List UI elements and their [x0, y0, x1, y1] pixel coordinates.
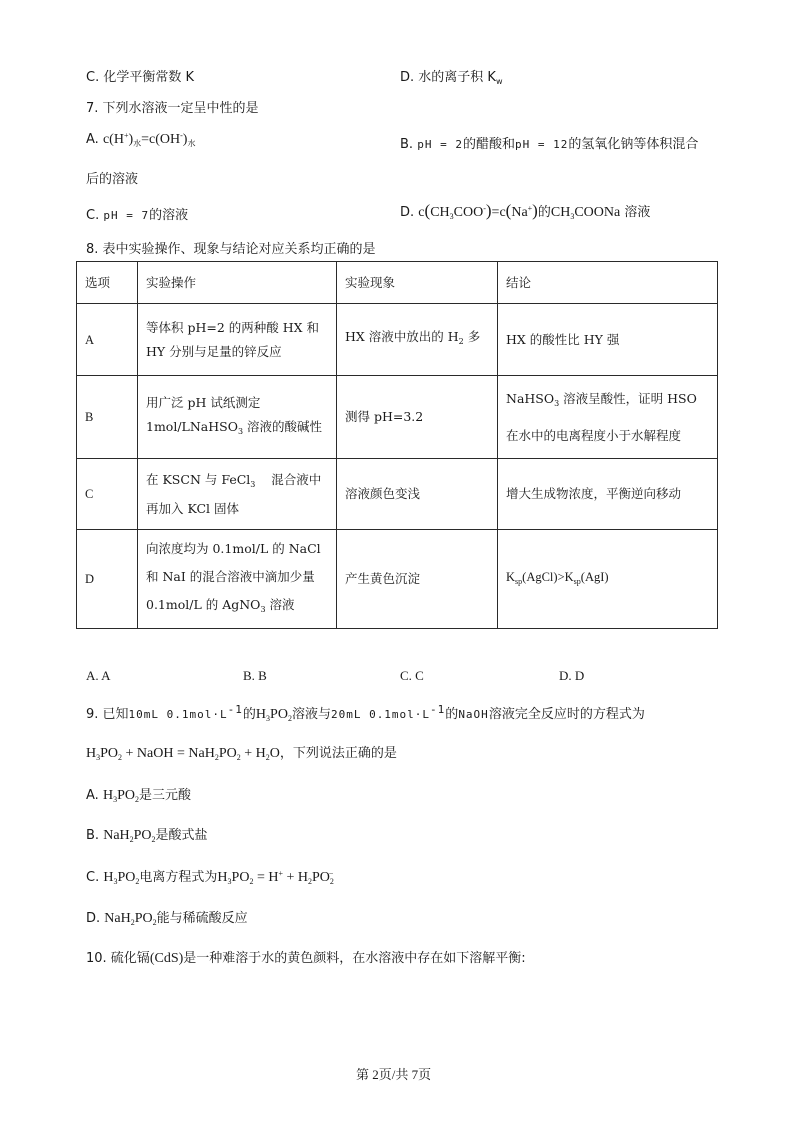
row-operation: 向浓度均为 0.1mol/L 的 NaCl 和 NaI 的混合溶液中滴加少量 0.1mol/L 的 AgNO$_3$ 溶液 [138, 530, 337, 629]
option-label: B. [86, 828, 100, 843]
row-conclusion: HX 的酸性比 HY 强 [498, 304, 718, 376]
option-text: 水的离子积 K [418, 70, 496, 85]
row-option: B [77, 376, 138, 459]
row-conclusion: $K_{sp}(AgCl)>K_{sp}(AgI)$ [498, 530, 718, 629]
ph-value: pH = 2 [417, 138, 463, 151]
q8-choice-d: D. D [559, 668, 585, 683]
option-text: 溶液 [624, 205, 651, 220]
option-label: D. [400, 205, 415, 220]
ph-value: pH = 7 [103, 209, 150, 222]
formula: $H_3PO_2$ [103, 870, 140, 886]
option-label: B. [400, 137, 414, 152]
q8-choice-a: A. A [86, 668, 111, 683]
option-text: 化学平衡常数 K [103, 70, 195, 85]
option-label: A. [86, 788, 99, 803]
q9-option-a: A. $H_3PO_2$是三元酸 [86, 788, 191, 804]
q9-option-d: D. $NaH_2PO_2$能与稀硫酸反应 [86, 911, 248, 927]
q7-option-d [400, 201, 650, 221]
header-phenomenon: 实验现象 [337, 262, 498, 304]
header-option: 选项 [77, 262, 138, 304]
row-conclusion: 增大生成物浓度，平衡逆向移动 [498, 459, 718, 530]
option-label: D. [86, 911, 101, 926]
q7-option-b-continued: 后的溶液 [86, 172, 139, 187]
row-operation: 在 KSCN 与 FeCl$_3$ 混合液中 再加入 KCl 固体 [138, 459, 337, 530]
row-option: D [77, 530, 138, 629]
q9-equation: $H_3PO_2$ + NaOH = $NaH_2PO_2 + H_2O$，下列说法正确的是 [86, 746, 397, 762]
row-operation: 等体积 pH=2 的两种酸 HX 和 HY 分别与足量的锌反应 [138, 304, 337, 376]
option-label: C. [86, 208, 100, 223]
row-phenomenon: 溶液颜色变浅 [337, 459, 498, 530]
subscript: w [495, 77, 503, 86]
q7-option-a [86, 131, 195, 149]
option-text: 的溶液 [149, 208, 189, 223]
formula: $c(H^+)_水=c(OH^-)_水$ [102, 131, 196, 148]
table-row [77, 530, 718, 629]
header-conclusion: 结论 [498, 262, 718, 304]
option-text: 的 [537, 205, 551, 220]
row-operation: 用广泛 pH 试纸测定 1mol/LNaHSO$_3$ 溶液的酸碱性 [138, 376, 337, 459]
formula: $NaH_2PO_2$ [103, 828, 156, 844]
formula: $H_3PO_2$ + NaOH = $NaH_2PO_2 + H_2O$ [86, 746, 280, 762]
option-text: 的氢氧化钠等体积混合 [568, 137, 699, 152]
formula: $CH_3COONa$ [550, 205, 621, 221]
q9-option-b: B. $NaH_2PO_2$是酸式盐 [86, 828, 208, 844]
option-label: C. [86, 870, 100, 885]
ph-value: pH = 12 [514, 138, 569, 151]
header-operation: 实验操作 [138, 262, 337, 304]
table-row [77, 304, 718, 376]
row-option: A [77, 304, 138, 376]
q9-stem: 9. 已知10mL $0.1mol\cdot L^{-1}$的$H_3PO_2$溶液与20mL $0.1mol\cdot L^{-1}$的NaOH溶液完全反应时的方程式为 [86, 703, 645, 723]
q8-stem: 8. 表中实验操作、现象与结论对应关系均正确的是 [86, 242, 376, 257]
experiment-table [76, 261, 718, 629]
q8-choice-c: C. C [400, 668, 424, 683]
option-label: C. [86, 70, 100, 85]
q6-option-c [86, 66, 194, 85]
formula: $H_3PO_2$ [102, 788, 139, 804]
q8-choice-b: B. B [243, 668, 267, 683]
q7-stem: 7. 下列水溶液一定呈中性的是 [86, 101, 259, 116]
table-row [77, 376, 718, 459]
formula: $c(CH_3COO^-)=c(Na^+)$ [418, 201, 538, 221]
q10-stem: 10. 硫化镉(CdS)是一种难溶于水的黄色颜料，在水溶液中存在如下溶解平衡: [86, 951, 526, 966]
q6-option-d [400, 66, 503, 86]
q7-option-c [86, 204, 188, 223]
formula: $H_3PO_2 = H^+ + H_2PO_2^-$ [217, 869, 334, 886]
table-header-row [77, 262, 718, 304]
q9-option-c: C. $H_3PO_2$电离方程式为$H_3PO_2 = H^+ + H_2PO_2^-$ [86, 869, 334, 886]
row-option: C [77, 459, 138, 530]
row-phenomenon: HX 溶液中放出的 $H_2$ 多 [337, 304, 498, 376]
page-number: 第 2页/共 7页 [356, 1067, 432, 1082]
row-phenomenon: 产生黄色沉淀 [337, 530, 498, 629]
option-label: A. [86, 132, 99, 147]
option-label: D. [400, 70, 415, 85]
row-conclusion: NaHSO$_3$ 溶液呈酸性，证明 HSO 在水中的电离程度小于水解程度 [498, 376, 718, 459]
option-text: 的醋酸和 [462, 137, 515, 152]
q7-option-b [400, 133, 698, 152]
table-row [77, 459, 718, 530]
formula: $NaH_2PO_2$ [104, 911, 157, 927]
row-phenomenon: 测得 pH=3.2 [337, 376, 498, 459]
